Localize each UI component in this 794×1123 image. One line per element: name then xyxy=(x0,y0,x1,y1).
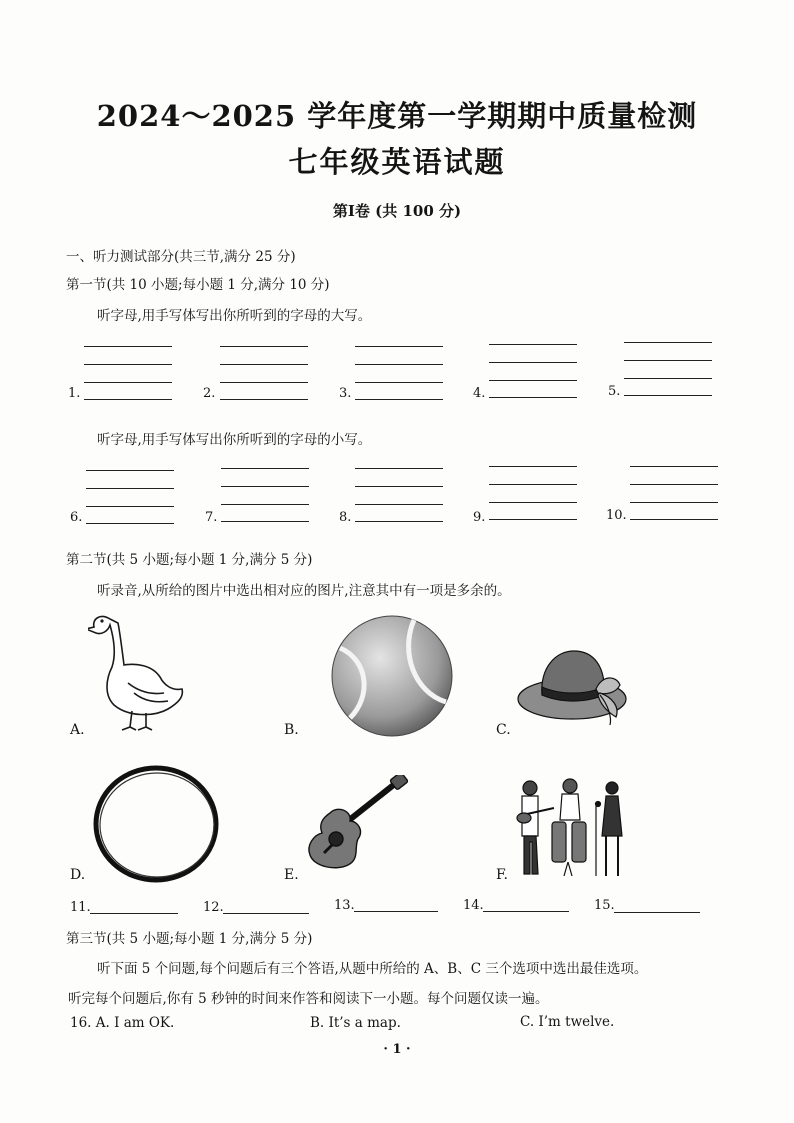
guitar-icon xyxy=(304,775,414,871)
goose-icon xyxy=(88,605,188,733)
answer-label: 13. xyxy=(334,898,355,913)
writing-lines[interactable] xyxy=(489,344,577,400)
writing-lines[interactable] xyxy=(220,346,308,402)
hat-icon xyxy=(516,645,636,727)
answer-label: 12. xyxy=(203,900,224,915)
tennis-ball-icon xyxy=(328,612,456,740)
writing-lines[interactable] xyxy=(355,346,443,402)
exam-subtitle: 七年级英语试题 xyxy=(288,145,506,179)
page-number: · 1 · xyxy=(383,1042,411,1057)
section3-instr-line1: 听下面 5 个问题,每个问题后有三个答语,从题中所给的 A、B、C 三个选项中选出最佳选项。 xyxy=(97,961,648,977)
picture-label: D. xyxy=(70,867,86,883)
item-label: 10. xyxy=(606,508,627,523)
picture-label: E. xyxy=(284,867,299,883)
section2-instr: 听录音,从所给的图片中选出相对应的图片,注意其中有一项是多余的。 xyxy=(97,583,511,599)
item-label: 3. xyxy=(339,386,352,401)
section1-heading: 第一节(共 10 小题;每小题 1 分,满分 10 分) xyxy=(66,277,330,293)
answer-blank[interactable] xyxy=(354,911,438,912)
item-label: 1. xyxy=(68,386,81,401)
option-a[interactable]: 16. A. I am OK. xyxy=(70,1015,175,1031)
writing-lines[interactable] xyxy=(355,468,443,524)
writing-lines[interactable] xyxy=(624,342,712,398)
section3-heading: 第三节(共 5 小题;每小题 1 分,满分 5 分) xyxy=(66,931,313,947)
item-label: 8. xyxy=(339,510,352,525)
item-label: 9. xyxy=(473,510,486,525)
option-c[interactable]: C. I’m twelve. xyxy=(520,1014,615,1030)
answer-blank[interactable] xyxy=(483,911,569,912)
band-icon xyxy=(514,776,638,882)
item-label: 5. xyxy=(608,384,621,399)
writing-lines[interactable] xyxy=(86,470,174,526)
writing-lines[interactable] xyxy=(84,346,172,402)
answer-blank[interactable] xyxy=(614,912,700,913)
option-b[interactable]: B. It’s a map. xyxy=(310,1015,401,1031)
item-label: 2. xyxy=(203,386,216,401)
answer-blank[interactable] xyxy=(90,913,178,914)
writing-lines[interactable] xyxy=(630,466,718,522)
section1-instr-lower: 听字母,用手写体写出你所听到的字母的小写。 xyxy=(97,432,372,448)
answer-label: 15. xyxy=(594,898,615,913)
answer-label: 14. xyxy=(463,898,484,913)
answer-blank[interactable] xyxy=(223,913,309,914)
answer-label: 11. xyxy=(70,900,91,915)
exam-title: 2024～2025 学年度第一学期期中质量检测 xyxy=(96,99,698,133)
item-label: 7. xyxy=(205,510,218,525)
writing-lines[interactable] xyxy=(221,468,309,524)
writing-lines[interactable] xyxy=(489,466,577,522)
part1-heading: 一、听力测试部分(共三节,满分 25 分) xyxy=(66,249,296,265)
item-label: 6. xyxy=(70,510,83,525)
picture-label: B. xyxy=(284,722,299,738)
section2-heading: 第二节(共 5 小题;每小题 1 分,满分 5 分) xyxy=(66,552,313,568)
picture-label: F. xyxy=(496,867,508,883)
section3-instr-line2: 听完每个问题后,你有 5 秒钟的时间来作答和阅读下一小题。每个问题仅读一遍。 xyxy=(68,991,549,1007)
ring-icon xyxy=(88,762,226,886)
volume-heading: 第Ⅰ卷 (共 100 分) xyxy=(332,202,462,220)
picture-label: C. xyxy=(496,722,511,738)
picture-label: A. xyxy=(70,722,85,738)
section1-instr-upper: 听字母,用手写体写出你所听到的字母的大写。 xyxy=(97,308,372,324)
item-label: 4. xyxy=(473,386,486,401)
